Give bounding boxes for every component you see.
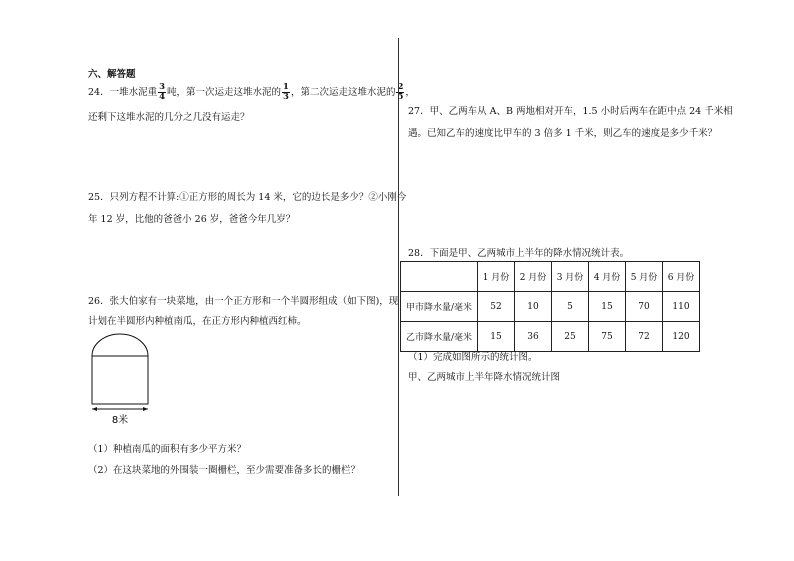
garden-figure (86, 330, 156, 430)
square-shape (92, 356, 148, 404)
question-26-sub2: （2）在这块菜地的外围装一圈栅栏，至少需要准备多长的栅栏？ (88, 465, 361, 476)
section-title: 六、解答题 (88, 69, 136, 80)
q24-text-4: ， (405, 87, 415, 98)
table-cell: 15 (478, 322, 515, 352)
frac-den: 3 (283, 92, 289, 102)
arrow-left-icon (92, 407, 97, 411)
table-row (401, 292, 700, 322)
table-cell: 75 (589, 322, 626, 352)
q24-text-2: 吨，第一次运走这堆水泥的 (167, 87, 282, 98)
question-25-line1: 25．只列方程不计算:①正方形的周长为 14 米，它的边长是多少？②小刚今 (88, 192, 407, 203)
question-26-line1: 26．张大伯家有一块菜地，由一个正方形和一个半圆形组成（如下图)，现 (88, 296, 399, 307)
table-row (401, 322, 700, 352)
row-label: 甲市降水量/毫米 (401, 292, 478, 322)
month-header: 5 月份 (626, 262, 663, 292)
month-header: 1 月份 (478, 262, 515, 292)
question-28-sub1: （1）完成如图所示的统计图。 (408, 352, 538, 363)
q24-text-3: ，第二次运走这堆水泥的 (290, 87, 396, 98)
month-header: 3 月份 (552, 262, 589, 292)
frac-num: 3 (159, 82, 166, 92)
frac-den: 4 (159, 92, 166, 102)
table-cell: 5 (552, 292, 589, 322)
fraction-three-quarters (158, 83, 166, 102)
month-header: 2 月份 (515, 262, 552, 292)
dimension-label: 8米 (111, 415, 129, 426)
table-cell: 110 (663, 292, 700, 322)
table-corner-cell (401, 262, 478, 292)
month-header: 6 月份 (663, 262, 700, 292)
table-cell: 10 (515, 292, 552, 322)
semicircle-shape (92, 334, 148, 356)
question-27-line1: 27．甲、乙两车从 A、B 两地相对开车，1.5 小时后两车在距中点 24 千米相 (408, 106, 733, 117)
question-27-line2: 遇。已知乙车的速度比甲车的 3 倍多 1 千米，则乙车的速度是多少千米？ (408, 128, 718, 139)
question-26-sub1: （1）种植南瓜的面积有多少平方米？ (88, 444, 247, 455)
question-28-intro: 28．下面是甲、乙两城市上半年的降水情况统计表。 (408, 248, 630, 259)
column-divider (398, 38, 399, 496)
frac-num: 2 (397, 82, 404, 92)
month-header: 4 月份 (589, 262, 626, 292)
question-26-line2: 计划在半圆形内种植南瓜，在正方形内种植西红柿。 (88, 316, 307, 327)
table-cell: 70 (626, 292, 663, 322)
table-cell: 15 (589, 292, 626, 322)
rainfall-table (400, 261, 700, 352)
fraction-one-third (282, 83, 290, 102)
table-cell: 36 (515, 322, 552, 352)
frac-den: 5 (397, 92, 404, 102)
question-25-line2: 年 12 岁，比他的爸爸小 26 岁，爸爸今年几岁？ (88, 214, 296, 225)
table-cell: 52 (478, 292, 515, 322)
chart-title: 甲、乙两城市上半年降水情况统计图 (408, 372, 561, 383)
table-cell: 72 (626, 322, 663, 352)
question-24-line1 (88, 82, 415, 104)
table-cell: 120 (663, 322, 700, 352)
table-header-row (401, 262, 700, 292)
table-cell: 25 (552, 322, 589, 352)
q24-text-1: 24．一堆水泥重 (88, 87, 158, 98)
arrow-right-icon (143, 407, 148, 411)
frac-num: 1 (283, 82, 289, 92)
question-24-line2: 还剩下这堆水泥的几分之几没有运走？ (88, 112, 250, 123)
row-label: 乙市降水量/毫米 (401, 322, 478, 352)
